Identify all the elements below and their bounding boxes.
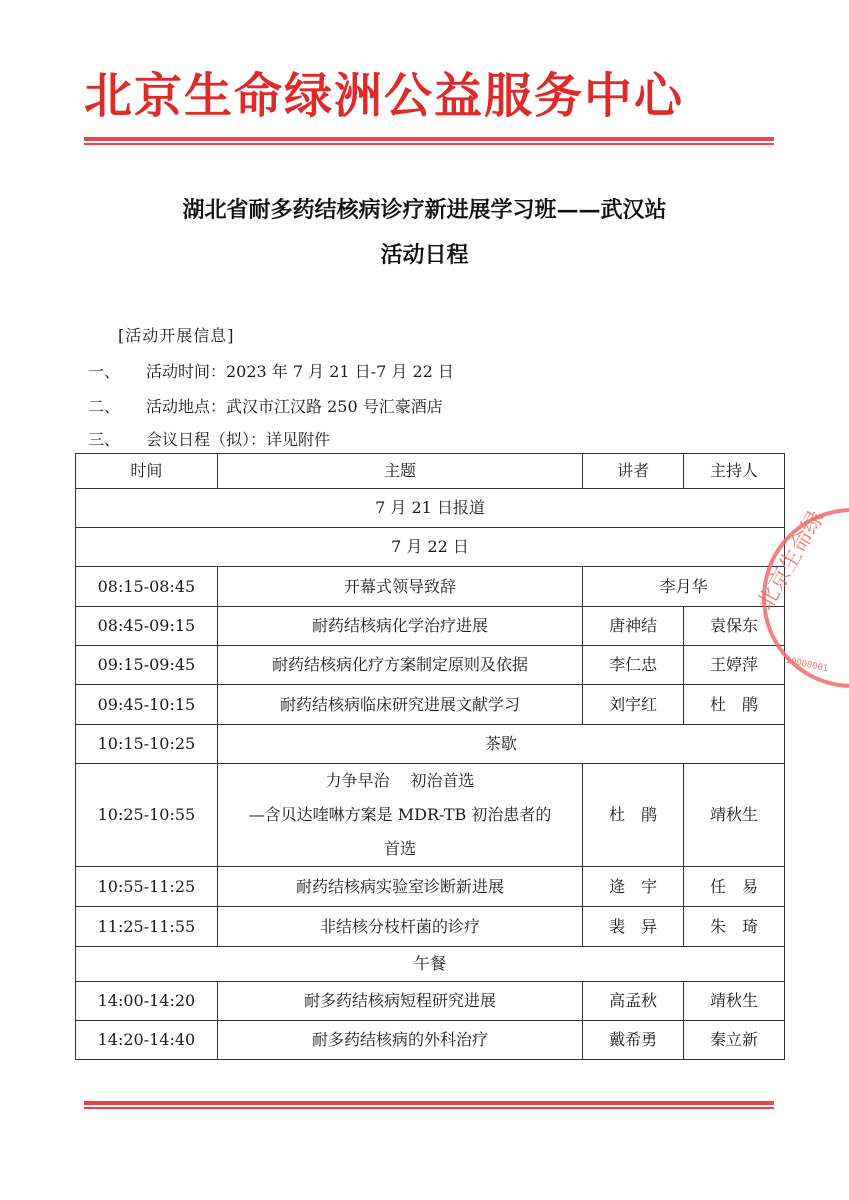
row-topic: 耐药结核病化疗方案制定原则及依据 (217, 646, 582, 685)
info-text: 活动地点：武汉市江汉路 250 号汇豪酒店 (146, 397, 443, 416)
row-time: 08:45-09:15 (76, 607, 218, 646)
row-topic: 耐多药结核病的外科治疗 (217, 1021, 582, 1060)
document-title: 湖北省耐多药结核病诊疗新进展学习班——武汉站 (182, 197, 667, 223)
row-speaker: 李仁忠 (583, 646, 684, 685)
row-topic: 耐药结核病临床研究进展文献学习 (217, 685, 582, 725)
table-row (76, 907, 785, 947)
row-time: 09:45-10:15 (76, 685, 218, 725)
document-subtitle: 活动日程 (380, 242, 469, 268)
row-host: 杜 鹃 (684, 685, 785, 725)
footer-rule-thin (84, 1107, 774, 1109)
row-speaker: 高孟秋 (583, 982, 684, 1021)
info-item-time (88, 360, 454, 384)
header-rule-thick (84, 137, 774, 141)
row-topic-multiline (217, 764, 582, 867)
seal-number: 10000001 (784, 655, 829, 675)
row-host: 靖秋生 (684, 982, 785, 1021)
lunch-label: 午餐 (76, 947, 785, 982)
table-row (76, 607, 785, 646)
row-speaker: 逄 宇 (583, 867, 684, 907)
day-row (76, 489, 785, 528)
row-topic: 非结核分枝杆菌的诊疗 (217, 907, 582, 947)
info-item-agenda (88, 428, 330, 452)
info-number: 三、 (88, 430, 121, 449)
org-name-header: 北京生命绿洲公益服务中心 (84, 68, 685, 124)
row-speaker: 李月华 (583, 567, 785, 607)
table-row (76, 567, 785, 607)
topic-line: 力争早治 初治首选 (325, 771, 475, 790)
row-time: 10:25-10:55 (76, 764, 218, 867)
row-speaker: 唐神结 (583, 607, 684, 646)
header-host: 主持人 (684, 454, 785, 489)
footer-rule-thick (84, 1101, 774, 1105)
header-speaker: 讲者 (583, 454, 684, 489)
row-time: 14:20-14:40 (76, 1021, 218, 1060)
table-row (76, 646, 785, 685)
row-host: 王婷萍 (684, 646, 785, 685)
info-text: 会议日程（拟）：详见附件 (146, 430, 331, 449)
table-row (76, 982, 785, 1021)
row-speaker: 杜 鹃 (583, 764, 684, 867)
table-row (76, 1021, 785, 1060)
header-time: 时间 (76, 454, 218, 489)
row-speaker: 裴 异 (583, 907, 684, 947)
row-time: 14:00-14:20 (76, 982, 218, 1021)
info-number: 一、 (88, 362, 121, 381)
info-text: 活动时间：2023 年 7 月 21 日-7 月 22 日 (146, 362, 454, 381)
header-topic: 主题 (217, 454, 582, 489)
row-time: 08:15-08:45 (76, 567, 218, 607)
row-time: 09:15-09:45 (76, 646, 218, 685)
section-label: [活动开展信息] (118, 326, 235, 345)
row-topic: 茶歇 (217, 725, 784, 764)
day2-label: 7 月 22 日 (76, 528, 785, 567)
seal-text: 北京生命绿 (753, 506, 830, 615)
table-row-break (76, 725, 785, 764)
row-host: 靖秋生 (684, 764, 785, 867)
row-host: 任 易 (684, 867, 785, 907)
table-row (76, 867, 785, 907)
row-time: 11:25-11:55 (76, 907, 218, 947)
row-host: 袁保东 (684, 607, 785, 646)
row-topic: 耐药结核病实验室诊断新进展 (217, 867, 582, 907)
topic-line: —含贝达喹啉方案是 MDR-TB 初治患者的 (248, 805, 552, 824)
table-row (76, 685, 785, 725)
row-topic: 耐药结核病化学治疗进展 (217, 607, 582, 646)
row-host: 朱 琦 (684, 907, 785, 947)
row-host: 秦立新 (684, 1021, 785, 1060)
info-item-location (88, 395, 443, 419)
row-topic: 耐多药结核病短程研究进展 (217, 982, 582, 1021)
topic-line: 首选 (384, 839, 417, 858)
header-rule-thin (84, 143, 774, 145)
schedule-table (75, 453, 785, 1060)
row-speaker: 刘宇红 (583, 685, 684, 725)
row-topic: 开幕式领导致辞 (217, 567, 582, 607)
day1-label: 7 月 21 日报道 (76, 489, 785, 528)
row-time: 10:55-11:25 (76, 867, 218, 907)
row-time: 10:15-10:25 (76, 725, 218, 764)
day-row (76, 528, 785, 567)
table-row (76, 764, 785, 867)
lunch-row (76, 947, 785, 982)
row-speaker: 戴希勇 (583, 1021, 684, 1060)
table-header-row (76, 454, 785, 489)
info-number: 二、 (88, 397, 121, 416)
